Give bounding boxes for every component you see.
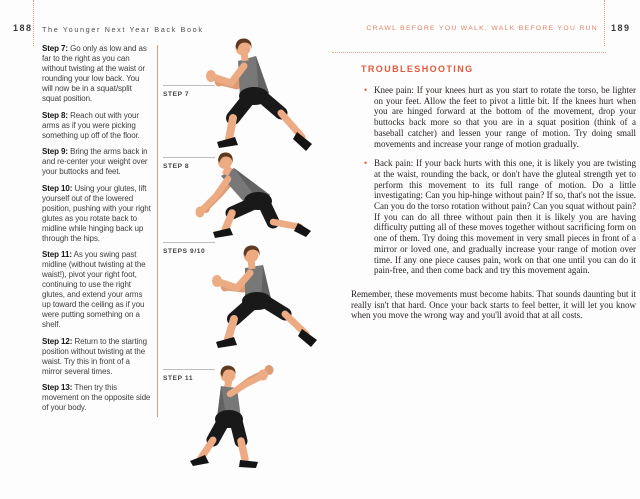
step-9-paragraph <box>42 147 152 177</box>
figure-label-text: STEP 11 <box>163 375 194 382</box>
bullet-knee-pain <box>351 85 636 149</box>
step-13-text: Then try this movement on the opposite side of your body. <box>42 383 151 412</box>
closing-paragraph: Remember, these movements must become habits. That sounds daunting but it really isn't that hard. Once your back starts to feel better, it will let you know when you move the wrong way and you'll avoid that at all costs. <box>351 288 636 321</box>
right-header-dotted-rule <box>604 0 605 46</box>
step-11-paragraph <box>42 250 152 330</box>
step-12-text: Return to the starting position without twisting at the waist. Try this in front of a mirror several times. <box>42 336 147 376</box>
bullet-knee-pain-text: Knee pain: If your knees hurt as you start to rotate the torso, be lighter on your feet. Allow the feet to pivot a little bit. If the knees hurt when you are hinged forward at the bottom of the movement, drop your buttocks back more so that you are in a squat position (think of a baseball catcher) and lessen your range of motion. Try doing small movements and increase your range of motion gradually. <box>374 85 636 149</box>
step-12-paragraph <box>42 337 152 377</box>
right-header-horizontal-dotted-rule <box>332 52 606 53</box>
step-8-paragraph <box>42 111 152 141</box>
step-12-label: Step 12: <box>42 336 73 346</box>
step-10-label: Step 10: <box>42 183 73 193</box>
step-7-label: Step 7: <box>42 44 68 53</box>
step-10-paragraph <box>42 184 152 244</box>
step-7-text: Go only as low and as far to the right as you can without twisting at the waist or rounding your low back. You will now be in a squat/split squat position. <box>42 44 147 103</box>
step-8-label: Step 8: <box>42 110 68 120</box>
steps-column <box>42 44 152 420</box>
left-running-title: The Younger Next Year Back Book <box>42 25 204 34</box>
bullet-dot-icon: • <box>364 85 368 95</box>
figure-label-text: STEP 7 <box>163 91 190 98</box>
step-7-paragraph <box>42 44 152 104</box>
man-standing-arms-raised-shelf-icon <box>188 356 308 470</box>
bullet-back-pain-text: Back pain: If your back hurts with this one, it is likely you are twisting at the waist, rounding the back, or don't have the gluteal strength yet to perform this movement to its full range of motion. Do a little investigating: Can you hip-hinge without pain? If so, that's not the issue. Can you do the torso rotation without pain? Can you squat without pain? If you can do all three without pain then it is likely you are having difficulty putting all of these moves together without sacrificing form on one of them. Try doing this movement in very small pieces in front of a mirror or loved one, and gradually increase your range of motion over time. If any one piece causes pain, work on that one until you can do it pain-free, and then come back and try this movement again. <box>374 158 636 276</box>
right-running-title: CRAWL BEFORE YOU WALK, WALK BEFORE YOU RUN <box>366 25 598 32</box>
troubleshooting-column <box>351 64 636 321</box>
figure-label-text: STEPS 9/10 <box>163 248 206 255</box>
step-11-text: As you swing past midline (without twisting at the waist!), pivot your right foot, continuing to use the right glutes, and extend your arms up toward the ceiling as if you were putting something on a shelf. <box>42 250 146 329</box>
right-page-number: 189 <box>611 23 631 33</box>
man-deep-lunge-reaching-floor-icon <box>180 146 335 238</box>
left-header-dotted-rule <box>33 0 34 46</box>
man-split-squat-arms-forward-icon <box>183 36 333 158</box>
step-13-paragraph <box>42 383 152 413</box>
step-9-label: Step 9: <box>42 147 68 156</box>
step-8-text: Reach out with your arms as if you were picking something up off of the floor. <box>42 110 140 140</box>
man-squat-arms-forward-icon <box>185 243 335 351</box>
step-13-label: Step 13: <box>42 383 73 392</box>
step-11-label: Step 11: <box>42 250 72 259</box>
step-9-text: Bring the arms back in and re-center your weight over your buttocks and feet. <box>42 147 148 176</box>
figure-label-text: STEP 8 <box>163 163 190 170</box>
step-10-text: Using your glutes, lift yourself out of the lowered position, pushing with your right glutes as you rotate back to midline while hinging back up through the hips. <box>42 183 151 243</box>
bullet-dot-icon: • <box>364 158 368 169</box>
bullet-back-pain <box>351 158 636 276</box>
left-page-number: 188 <box>13 23 33 33</box>
column-divider-rule <box>157 45 158 417</box>
troubleshooting-heading: TROUBLESHOOTING <box>361 64 474 74</box>
